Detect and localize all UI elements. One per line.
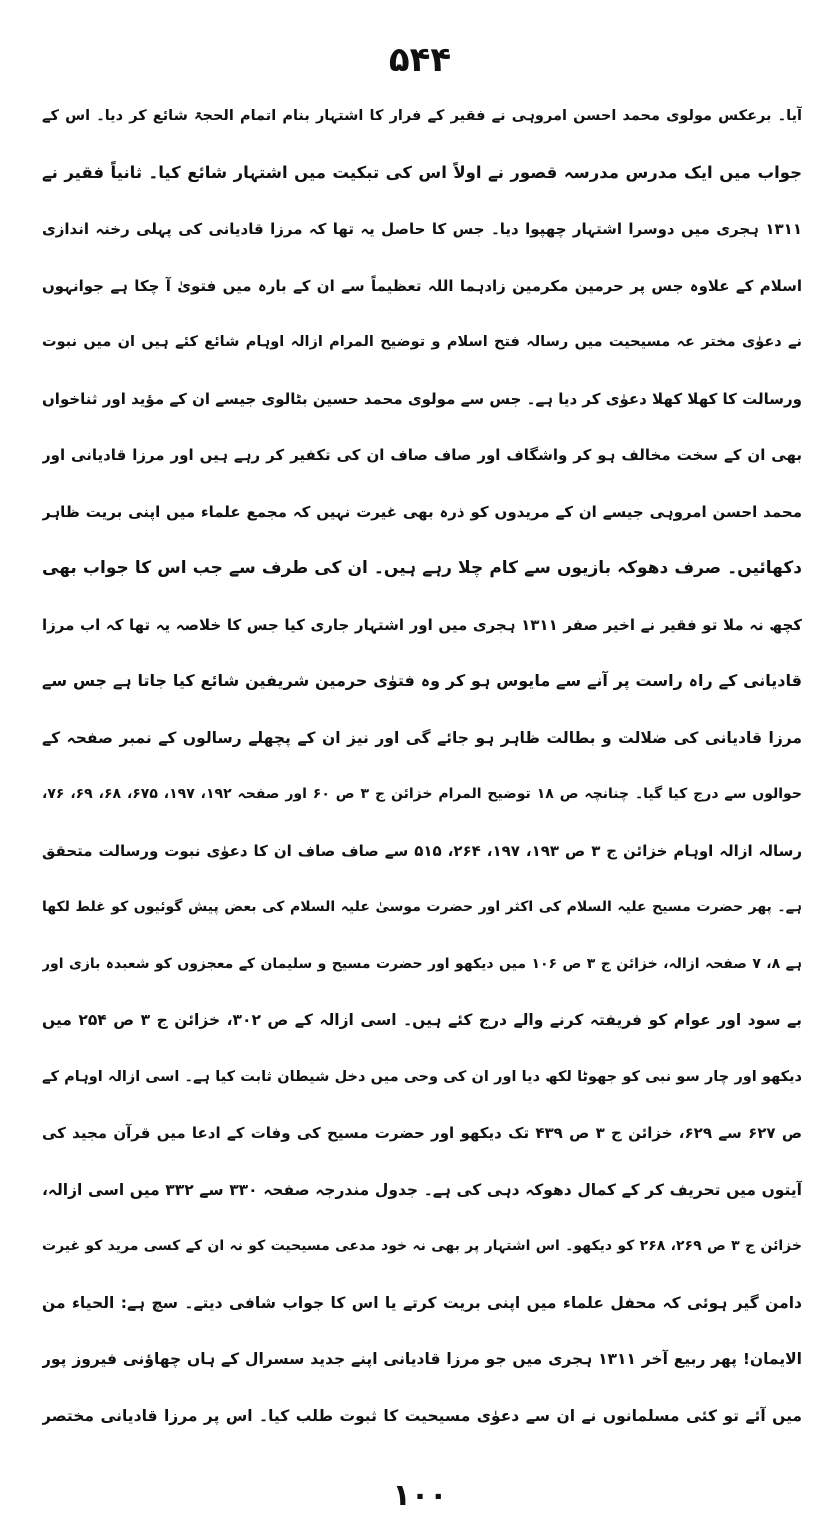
body-text — [42, 88, 802, 1444]
text-line: رسالہ ازالہ اوہام خزائن ج ۳ ص ۱۹۳، ۱۹۷، ۲۶۴، ۵۱۵ سے صاف صاف ان کا دعوٰی نبوت ورسالت متحقق — [42, 841, 802, 860]
text-line: ہے ۸، ۷ صفحہ ازالہ، خزائن ج ۳ ص ۱۰۶ میں دیکھو اور حضرت مسیح و سلیمان کے معجزوں کو شعبدہ بازی اور — [42, 955, 802, 972]
text-line: اسلام کے علاوہ جس پر حرمین مکرمین زادہما اللہ تعظیماً سے ان کے بارہ میں فتویٰ آ چکا ہے جوانہوں — [42, 276, 802, 295]
text-line: میں آئے تو کئی مسلمانوں نے ان سے دعوٰی مسیحیت کا ثبوت طلب کیا۔ اس پر مرزا قادیانی مختصر — [42, 1406, 802, 1425]
text-line: کچھ نہ ملا تو فقیر نے اخیر صفر ۱۳۱۱ ہجری میں اور اشتہار جاری کیا جس کا خلاصہ یہ تھا کہ اب مرزا — [42, 615, 802, 634]
text-line: ورسالت کا کھلا کھلا دعوٰی کر دیا ہے۔ جس سے مولوی محمد حسین بٹالوی جیسے ان کے مؤید اور ثناخواں — [42, 389, 802, 408]
top-page-number: ۵۴۴ — [388, 40, 452, 80]
text-line: حوالوں سے درج کیا گیا۔ چنانچہ ص ۱۸ توضیح المرام خزائن ج ۳ ص ۶۰ اور صفحہ ۱۹۲، ۱۹۷، ۶۷۵، ۶۸، ۶۹، ۷۶، — [42, 786, 802, 802]
text-line: خزائن ج ۳ ص ۲۶۹، ۲۶۸ کو دیکھو۔ اس اشتہار پر بھی نہ خود مدعی مسیحیت کو نہ ان کے کسی مرید کو غیرت — [42, 1238, 802, 1254]
bottom-page-number: ۱۰۰ — [392, 1478, 448, 1513]
text-line: ۱۳۱۱ ہجری میں دوسرا اشتہار چھپوا دیا۔ جس کا حاصل یہ تھا کہ مرزا قادیانی کی پہلی رخنہ اندازی — [42, 220, 802, 238]
text-line: ہے۔ پھر حضرت مسیح علیہ السلام کی اکثر اور حضرت موسیٰ علیہ السلام کی بعض پیش گوئیوں کو غلط لکھا — [42, 899, 802, 915]
text-line: آیا۔ برعکس مولوی محمد احسن امروہی نے فقیر کے فرار کا اشتہار بنام اتمام الحجۃ شائع کر دیا۔ اس کے — [42, 108, 802, 124]
text-line: مرزا قادیانی کی ضلالت و بطالت ظاہر ہو جائے گی اور نیز ان کے پچھلے رسالوں کے نمبر صفحہ کے — [42, 728, 802, 747]
text-line: جواب میں ایک مدرس مدرسہ قصور نے اولاً اس کی تبکیت میں اشتہار شائع کیا۔ ثانیاً فقیر نے — [42, 162, 802, 182]
text-line: آیتوں میں تحریف کر کے کمال دھوکہ دہی کی ہے۔ جدول مندرجہ صفحہ ۳۳۰ سے ۳۳۲ میں اسی ازالہ، — [42, 1180, 802, 1199]
text-line: محمد احسن امروہی جیسے ان کے مریدوں کو ذرہ بھی غیرت نہیں کہ مجمع علماء میں اپنی بریت ظاہر — [42, 502, 802, 521]
text-line: بھی ان کے سخت مخالف ہو کر واشگاف اور صاف صاف ان کی تکفیر کر رہے ہیں اور مرزا قادیانی اور — [42, 446, 802, 464]
text-line: ص ۶۲۷ سے ۶۲۹، خزائن ج ۳ ص ۴۳۹ تک دیکھو اور حضرت مسیح کی وفات کے ادعا میں قرآن مجید کی — [42, 1124, 802, 1142]
text-line: دیکھو اور چار سو نبی کو جھوٹا لکھ دیا اور ان کی وحی میں دخل شیطان ثابت کیا ہے۔ اسی ازالہ اوہام کے — [42, 1068, 802, 1085]
text-line: الایمان! پھر ربیع آخر ۱۳۱۱ ہجری میں جو مرزا قادیانی اپنے جدید سسرال کے ہاں چھاؤنی فیروز پور — [42, 1350, 802, 1368]
text-line: نے دعوٰی مختر عہ مسیحیت میں رسالہ فتح اسلام و توضیح المرام ازالہ اوہام شائع کئے ہیں ان میں نبوت — [42, 334, 802, 350]
text-line: قادیانی کے راہ راست پر آنے سے مایوس ہو کر وہ فتوٰی حرمین شریفین شائع کیا جاتا ہے جس سے — [42, 671, 802, 690]
text-line: دامن گیر ہوئی کہ محفل علماء میں اپنی بریت کرتے یا اس کا جواب شافی دیتے۔ سچ ہے: الحیاء من — [42, 1293, 802, 1312]
text-line: بے سود اور عوام کو فریفتہ کرنے والے درج کئے ہیں۔ اسی ازالہ کے ص ۳۰۲، خزائن ج ۳ ص ۲۵۴ میں — [42, 1011, 802, 1029]
text-line: دکھائیں۔ صرف دھوکہ بازیوں سے کام چلا رہے ہیں۔ ان کی طرف سے جب اس کا جواب بھی — [42, 558, 802, 578]
